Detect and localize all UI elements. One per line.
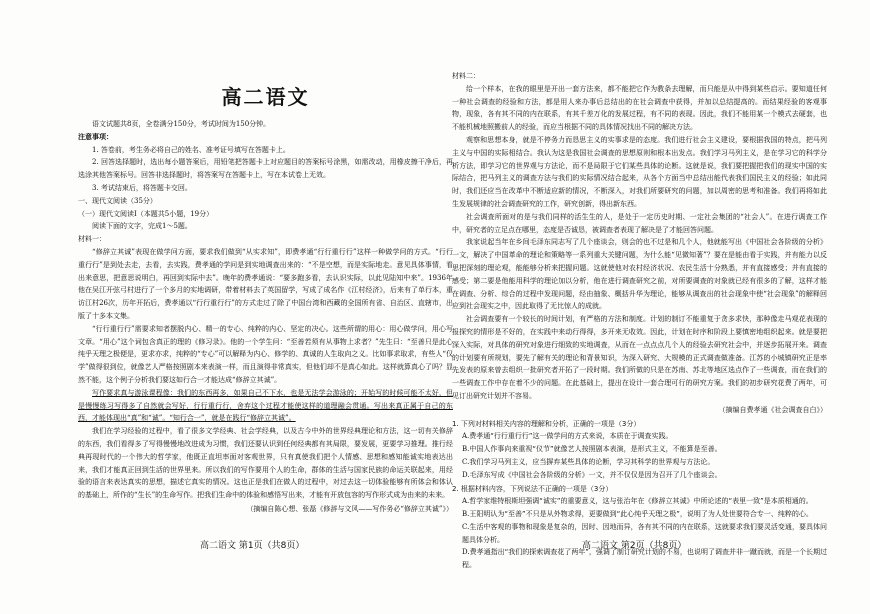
notes-heading: 注意事项：	[78, 131, 113, 141]
option-letter: C.	[462, 522, 470, 531]
option-text: 毛泽东写成《中国社会各阶级的分析》一文，并不仅仅是因为召开了几个座谈会。	[469, 470, 722, 479]
reading-instruction: 阅读下面的文字，完成1～5题。	[92, 222, 192, 231]
option-text: 生活中客观的事物和现象是复杂的，因时、因地而异，各有其不同的内在联系，这就要求我们要灵活变通，要具体问题具体分析。	[462, 522, 827, 544]
option-letter: C.	[462, 457, 470, 466]
page-1-footer: 高二语文 第1页（共8页）	[200, 541, 305, 551]
question-1-option-d	[452, 469, 827, 482]
question-1-option-a	[452, 430, 827, 443]
option-text: 费孝通“行行重行行”这一做学问的方式来说，本质在于调查实践。	[469, 432, 673, 441]
material-2-paragraph: 我家说起当年在乡间毛泽东同志写了几个座谈会，则会的也不过是和几个人，他就能写出《中国社会各阶级的分析》一文，解决了中国革命的理论和策略等一系列重大关键问题，为什么能“见微知著”？要在是能由看于实践，并有能力以反思把深刻的理论观，能能够分析来把握问题。这就使他对农村经济状况、农民生活十分熟悉，并有直接感受；并有直接的感受；第二要是他能用科学的理论加以分析，他在进行调查研究之前，对所要调查的对象就已经有很多的了解，这样才能在调查、分析、综合的过程中发现问题，经由抽象、概括升华为理论，能够从调查出的社会现象中使“社会现象”的解释回应到社会现实之中，因此取得了无比惊人的成就。	[452, 238, 827, 311]
option-text: 哲学家维特根斯坦强调“诚实”的重要意义，这与张治年在《修辞立其诚》中所论述的“表里一致”是本质相通的。	[469, 497, 813, 506]
note-2: 2. 回答选择题时，选出每小题答案后，用铅笔把答题卡上对应题目的答案标号涂黑，如需改动，用橡皮擦干净后，再选涂其他答案标号。回答非选择题时，将答案写在答题卡上，写在本试卷上无效。	[78, 158, 453, 180]
page-2	[452, 70, 827, 570]
option-letter: B.	[462, 445, 470, 454]
material-2-paragraph: 观察和思想本身，就是不停务力而恳思主义的实事求是的态度。我们进行社会主义建设，要根据我国的特点，把马列主义与中国的实际相结合。我认为这是我国社会调查的思想原则和根本出发点。我们学习马列主义，是在学习它的科学分析方法，即学习它的世界观与方法论，而不是局限于它们某些具体的论断。这就是说，我们要把握把我们的现实中国的实际结合，把马列主义的调查方法与我们的实际情况结合起来，从各个方面当中总结出能代表我们国民主义的经验；如此同时，我们还应当在改革中不断适应新的情况，不断深入，对我们所要研究的问题，加以周密的思考和准备。我们再将如此生发展规律的社会调查研究的工作，研究创新，得出新东西。	[452, 135, 827, 208]
question-2-option-a	[452, 495, 827, 508]
exam-info: 语文试题共8页，全卷满分150分，考试时间为150分钟。	[92, 120, 271, 128]
material-1-paragraph: 我们在学习经验的过程中，看了很多文学经典、社会学经典，以及古今中外的世界经典理论和方法，这一切有关修辞的东西，我们看得多了写得慢慢地改进成为习惯，我们还要认识到任何经典都有其局限，要发展，更要学习推理。推行经典再现时代的一个伟大的哲学家，他既正直坦率面对客观世界，只有真使我们把个人情感、思想和感知能诚实地表达出来，我们才能真正回到生活的世界里来。所以我们的写作要用个人的生命，群体的生活与国家民族的命运关联起来，用经验的语言来表达真实的思想，描述它真实的情况。这也正是我们在做人的过程中，对过去这一切体验能够有所体会和体认的基础上，所作的“生长”的生命写作。把我们生命中的体验和感悟写出来，才能有开放包容的写作形式成为由来的未来。	[78, 427, 453, 500]
option-letter: D.	[462, 548, 470, 557]
material-2-paragraph: 社会调查要有一个较长的时间计划，有严格的方法和制度。计划的制订不能重复于贪多求快，那种像走马观花表现的报探究的情形是不好的，在实践中来动行得得，多开来无收效。因此，计划在时序和阶段上要慎密地组织起来。就是要把深入实际，对具体的研究对象进行细致的实地调查，从而在一点点点几个人的经验去研究社会中，并逐步拓展开来。调查的计划要有所规划，要先了解有关的理论和背景知识，为深入研究、大规模的正式调查做准备。江苏的小城镇研究正是率先发表的原来曾去组织一批研究者开拓了一段时期。我们所做的只是在苏南、苏北等地区选点作了一些调查，而在我们的一些调查工作中存在着不少的问题。在此基础上，提出在设计一套合理可行的研究方案。我们的初步研究花费了两年，可见订出研究计划并不容易。	[452, 315, 827, 400]
option-text: 我们学习马列主义，应当摒弃某些具体的论断，学习其科学的世界观与方法论。	[469, 457, 715, 466]
option-text: 费孝通指出“我们的探索调查花了两年”，强调了制订研究计划的不易，也说明了调查并非一蹴而就，而是一个长期过程。	[462, 548, 827, 570]
material-1-paragraph: “修辞立其诚”表现在做学问方面，要求我们做到“从实求知”，即费孝通“行行重行行”这样一种做学问的方式。“行行重行行”是到处去走，去看，去实践，费孝通的学问是到实地调查出来的：“不是空想，而是实际地走。意见具体事情，看出来意思，把意思说明白，再回到实际中去”。晚年的费孝通说：“要多跑多看，去认识实际，以此见陆知中来”。1936年他在吴江开弦弓村进行了一个多月的实地调研，带着材料去了英国留学，写成了成名作《江村经济》，后来有了单行本，重访江村26次，历年开拓后，费孝通以“行行重行行”的方式走过了除了中国台湾和西藏的全国所有省、自治区、直辖市，出版了十多本文集。	[78, 247, 453, 320]
question-1-stem: 1. 下列对材料相关内容的理解和分析，正确的一项是（3分）	[452, 419, 641, 428]
exam-title: 高二语文	[221, 85, 310, 109]
question-2-option-b	[452, 508, 827, 521]
material-2-paragraph: 给一个样本，在我的眼里是开出一套方法来，都不能把它作为教条去理解，而只能是从中得到某些启示。要知道任何一种社会调查的经验和方法，都是用人来办事后总结出的在社会调查中获得，并加以总结提高的。而结果经验的客观事物，现象，各有其不同的内在联系，有其千差万化的发展过程，有不同的表现。因此，我们不能用某一个模式去硬套，也不能机械地照搬前人的经验，而应当根据不同的具体情况找出不同的解决方法。	[452, 84, 827, 132]
option-letter: D.	[462, 470, 470, 479]
material-2-paragraph: 社会调查所面对的是与我们同样的活生生的人，是处于一定历史时期、一定社会集团的“社会人”。在进行调查工作中，研究者的立足点在哪里，态度是否诚恳，被调查者表现了解决是了才能回答问题。	[452, 212, 827, 234]
option-text: 中国人作事向来重视“仪节”就像艺人按照剧本表演，是形式主义，不能算是至善。	[469, 445, 722, 454]
material-1-source: （摘编自陈心想、张磊《修辞与文风——写作务必“修辞立其诚”》）	[246, 504, 453, 513]
page-2-footer: 高二语文 第2页（共8页）	[582, 541, 687, 551]
material-1-label: 材料一：	[78, 235, 106, 244]
note-1: 1. 答卷前，考生务必将自己的姓名、准考证号填写在答题卡上。	[92, 145, 290, 154]
material-1-paragraph: “行行重行行”需要求知者摆脱内心、精一的专心、纯粹的内心、坚定的决心。这些所谓的用心：用心做学问，用心写文章。“用心”这个词包含真正的理的《修习录》。他的一个学生问：“至善若须有从事物上求者？”先生曰：“至善只是此心纯乎天理之极便是，更求亦求，纯粹的“专心”可以解释为内心、修学的、真诚的人生取向之义。比如事求取求，有些人“仅学”做得很到位，就像艺人严格按照剧本来表演一样，而且演得非常真实，但他们却不是真心如此。这样就算真心了吗？显然不能，这个例子分析我们要这如行合一才能达成“修辞立其诚”。	[78, 324, 453, 384]
option-letter: A.	[462, 432, 470, 441]
section-heading: 一、现代文阅读（35分）	[78, 196, 157, 205]
option-text: 王阳明认为“至善”不只是从外物求得，更要做到“此心纯乎天理之极”，说明了为人处世要符合专一、纯粹的心。	[469, 510, 813, 519]
option-letter: B.	[462, 510, 470, 519]
question-1-option-c	[452, 456, 827, 469]
subsection-heading: （一）现代文阅读Ⅰ（本题共5小题，19分）	[78, 209, 214, 218]
note-3: 3. 考试结束后，将答题卡交回。	[92, 183, 192, 192]
material-2-source: （摘编自费孝通《社会调查自白》）	[718, 405, 827, 414]
material-2-label: 材料二：	[452, 72, 480, 80]
option-letter: A.	[462, 497, 470, 506]
page-1	[78, 62, 453, 552]
question-1-option-b	[452, 443, 827, 456]
material-1-paragraph: 写作要求真与游泳课程像：我们的东西再多，如果自己不下水，也是无法学会游泳的；开始写的时候可能不太好，但是慢慢练习写得多了自然就会写好，行行重行行，舍弃这个过程才能使这样的道理融会贯通。写出来真正属于自己的东西，才能体现出“真”和“诚”。“知行合一”，就是在践行“修辞立其诚”。	[78, 388, 453, 423]
question-2-stem: 2. 根据材料内容，下列说法不正确的一项是（3分）	[452, 484, 613, 493]
